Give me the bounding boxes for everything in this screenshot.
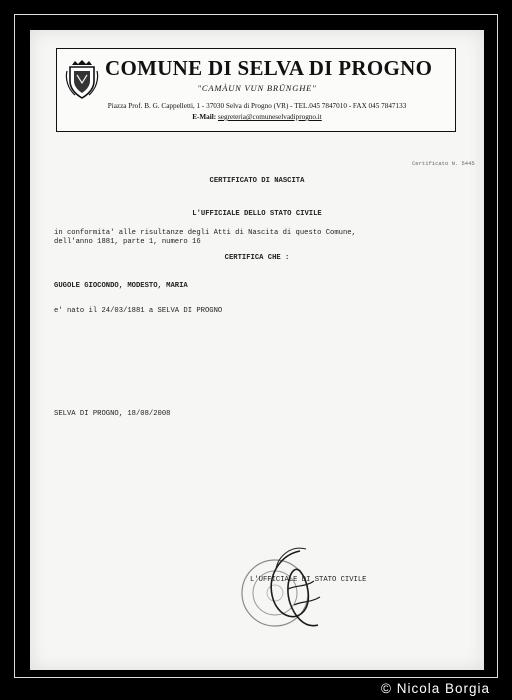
comune-title: COMUNE DI SELVA DI PROGNO [105, 56, 433, 80]
comune-address: Piazza Prof. B. G. Cappelletti, 1 - 37030 Selva di Progno (VR) - TEL.045 7847010 - FAX 045 7847133 [107, 102, 407, 110]
email-link[interactable]: segreteria@comuneselvadiprogno.it [217, 113, 322, 121]
photo-credit: © Nicola Borgia [381, 681, 490, 696]
certificate-title: CERTIFICATO DI NASCITA [209, 177, 305, 185]
comune-motto: "CAMÀUN VUN BRÜNGHE" [197, 83, 317, 93]
signatory-title: L'UFFICIALE DI STATO CIVILE [250, 576, 367, 584]
comune-email-line [57, 113, 457, 121]
birth-statement: e' nato il 24/03/1881 a SELVA DI PROGNO [54, 307, 223, 315]
email-label: E-Mail: [192, 113, 217, 121]
certificate-page [30, 30, 484, 670]
body-line-1: in conformita' alle risultanze degli Atti di Nascita di questo Comune, [54, 229, 356, 237]
coat-of-arms-icon [65, 59, 99, 99]
place-date: SELVA DI PROGNO, 18/08/2008 [54, 410, 171, 418]
person-name: GUGOLE GIOCONDO, MODESTO, MARIA [54, 282, 188, 290]
letterhead [56, 48, 456, 132]
officer-heading: L'UFFICIALE DELLO STATO CIVILE [192, 210, 322, 218]
certifies-heading: CERTIFICA CHE : [224, 254, 290, 262]
certificate-number: Certificato N. 5445 [412, 160, 475, 167]
handwritten-signature-icon [260, 545, 330, 635]
body-line-2: dell'anno 1881, parte 1, numero 16 [54, 238, 201, 246]
